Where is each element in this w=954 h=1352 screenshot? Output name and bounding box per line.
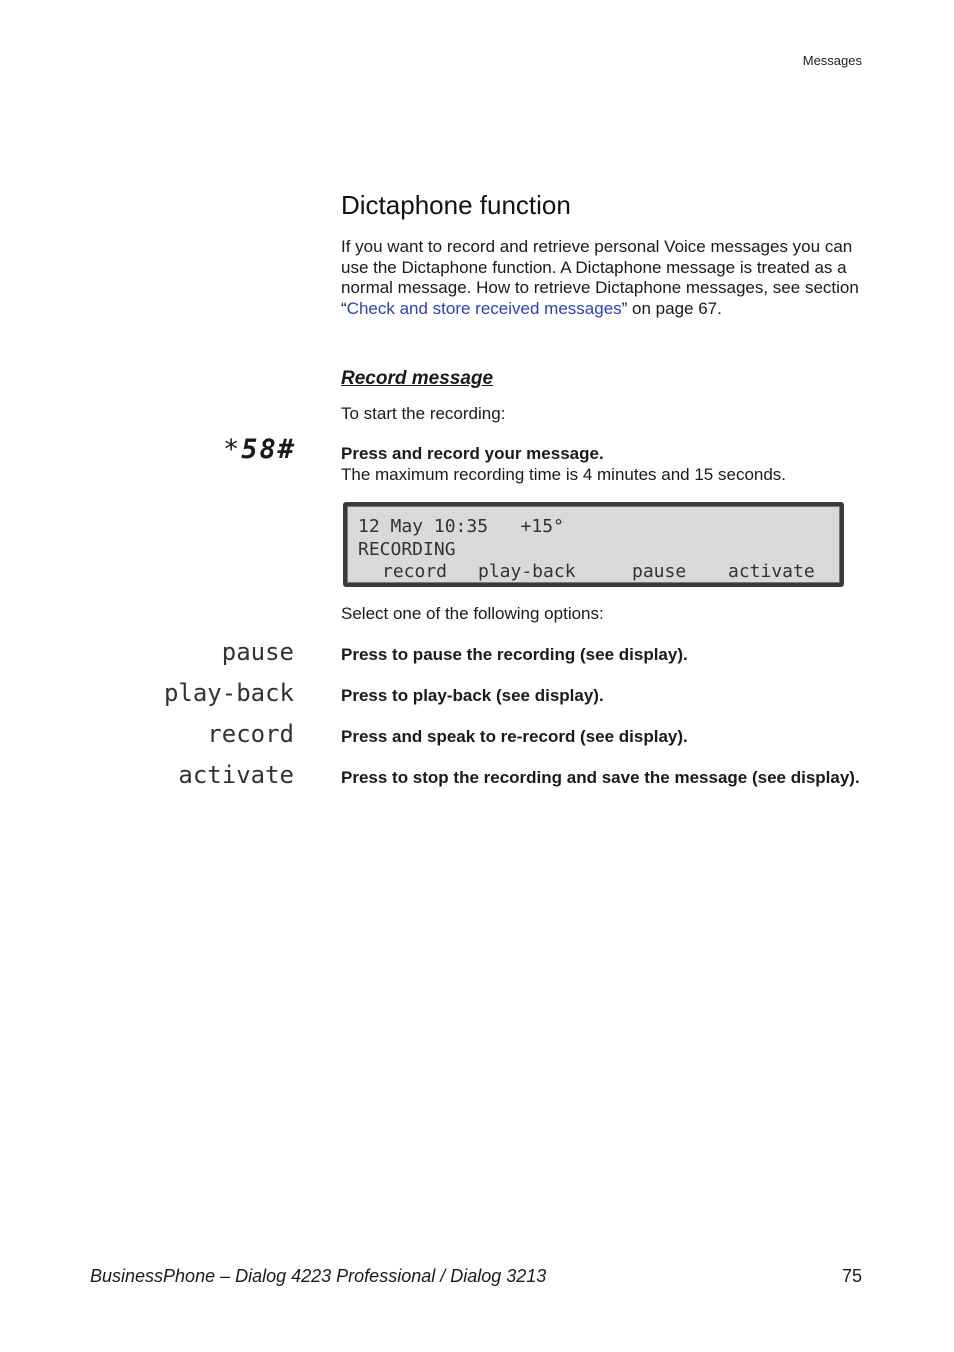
keycode-procedure: [150, 434, 296, 465]
option-pause-text: Press to pause the recording (see display).: [341, 645, 688, 664]
softkey-activate-label[interactable]: activate: [178, 761, 294, 789]
softkey-play-back-label[interactable]: play-back: [163, 679, 294, 707]
softkey-pause-label[interactable]: pause: [221, 638, 294, 666]
display-screen: [347, 506, 840, 583]
page-number: 75: [841, 1266, 862, 1286]
step-detail: The maximum recording time is 4 minutes and 15 seconds.: [341, 465, 787, 484]
display-softkey-record[interactable]: record: [382, 561, 448, 582]
option-record-text: Press and speak to re-record (see display).: [341, 727, 688, 746]
start-instruction: To start the recording:: [341, 404, 506, 423]
page-title: Dictaphone function: [341, 190, 571, 220]
phone-display: [343, 502, 844, 587]
star-key-icon: *: [222, 434, 242, 465]
display-softkey-activate[interactable]: activate: [728, 561, 815, 582]
intro-paragraph: [341, 237, 871, 319]
keycode-digits: 58#: [241, 434, 296, 465]
footer-document-title: BusinessPhone – Dialog 4223 Professional / Dialog 3213: [90, 1266, 547, 1286]
option-play-back-text: Press to play-back (see display).: [341, 686, 604, 705]
option-activate-text: Press to stop the recording and save the message (see display).: [341, 768, 860, 787]
running-header: Messages: [802, 53, 862, 68]
select-instruction: Select one of the following options:: [341, 604, 604, 623]
cross-reference-link[interactable]: Check and store received messages: [346, 298, 622, 318]
display-line-1: 12 May 10:35 +15°: [358, 516, 564, 537]
step-instruction: Press and record your message.: [341, 444, 604, 463]
softkey-record-label[interactable]: record: [207, 720, 294, 748]
intro-text-before: If you want to record and retrieve personal Voice messages you can use the Dictaphone function. A Dictaphone message is treated as a normal message. How to retrieve Dictaphone messages, see section “: [341, 237, 859, 318]
display-softkey-play-back[interactable]: play-back: [478, 561, 576, 582]
intro-text-after: ” on page 67.: [621, 298, 722, 318]
display-line-2: RECORDING: [358, 539, 456, 560]
section-subheading: Record message: [341, 368, 494, 389]
display-softkey-pause[interactable]: pause: [632, 561, 687, 582]
